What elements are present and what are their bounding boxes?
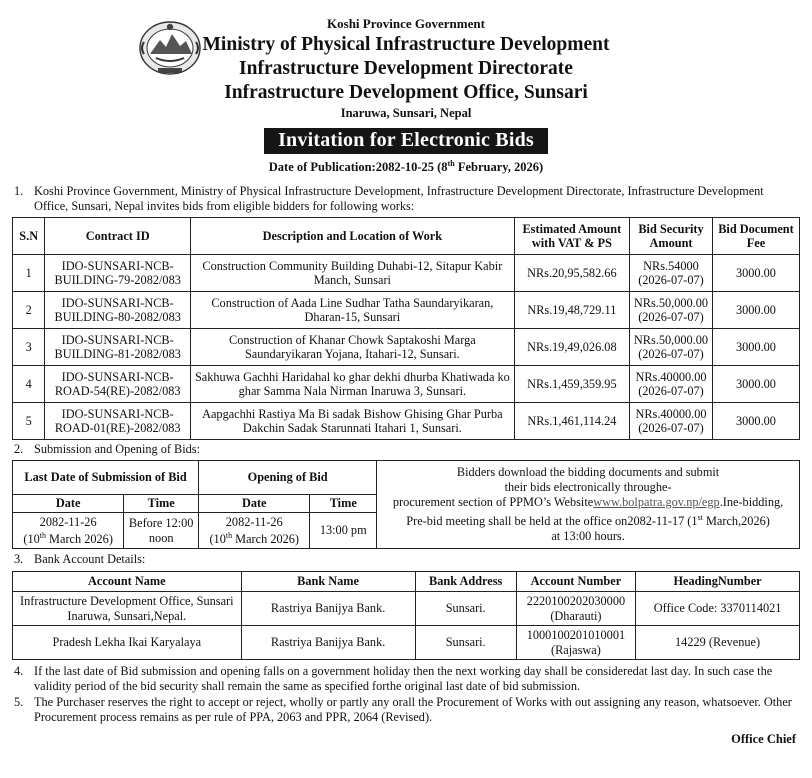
- cell-fee: 3000.00: [712, 292, 799, 329]
- cell-amount: NRs.1,461,114.24: [514, 403, 629, 440]
- cell-fee: 3000.00: [712, 329, 799, 366]
- cell-contract-id: IDO-SUNSARI-NCB-BUILDING-80-2082/083: [45, 292, 191, 329]
- cell-fee: 3000.00: [712, 366, 799, 403]
- office-address: Inaruwa, Sunsari, Nepal: [340, 106, 472, 120]
- cell-amount: NRs.19,48,729.11: [514, 292, 629, 329]
- cell-description: Sakhuwa Gachhi Haridahal ko ghar dekhi dhurba Khatiwada ko ghar Samma Nala Nirman Inaruwa 3, Sunsari.: [191, 366, 515, 403]
- last-date-header: Last Date of Submission of Bid: [13, 461, 199, 495]
- cell-description: Construction of Aada Line Sudhar Tatha Saundaryikaran, Dharan-15, Sunsari: [191, 292, 515, 329]
- col-estimated-amount: Estimated Amount with VAT & PS: [514, 218, 629, 255]
- col-bank-name: Bank Name: [241, 572, 415, 592]
- cell-security: NRs.40000.00 (2026-07-07): [630, 366, 713, 403]
- paragraph-1: 1. Koshi Province Government, Ministry of Physical Infrastructure Development, Infrastructure Development Directorate, Infrastructure Development Office, Sunsari, Nepal invites bids from eligible bidders for following works:: [14, 184, 764, 214]
- table-row: [13, 592, 800, 626]
- paragraph-5: 5. The Purchaser reserves the right to accept or reject, wholly or partly any orall the Procurement of Works with out assigning any reason, whatsoever. Other Procurement process remains as per rule of PPA, 2063 and PPR, 2064 (Revised).: [14, 695, 792, 725]
- table-row: [13, 255, 800, 292]
- cell-bank-name: Rastriya Banijya Bank.: [241, 592, 415, 626]
- cell-sn: 1: [13, 255, 45, 292]
- cell-security: NRs.50,000.00 (2026-07-07): [630, 329, 713, 366]
- government-name: Koshi Province Government: [327, 16, 485, 31]
- cell-account-number: 2220100202030000 (Dharauti): [516, 592, 635, 626]
- cell-fee: 3000.00: [712, 255, 799, 292]
- cell-sn: 4: [13, 366, 45, 403]
- col-bank-address: Bank Address: [415, 572, 516, 592]
- cell-amount: NRs.19,49,026.08: [514, 329, 629, 366]
- cell-account-name: Infrastructure Development Office, Sunsari Inaruwa, Sunsari,Nepal.: [13, 592, 242, 626]
- signature-office-chief: Office Chief: [731, 732, 796, 747]
- notice-title-banner: Invitation for Electronic Bids: [264, 128, 548, 154]
- last-time-value: Before 12:00 noon: [124, 513, 199, 549]
- last-date-col-label: Date: [13, 495, 124, 513]
- works-header-row: [13, 218, 800, 255]
- cell-description: Aapgachhi Rastiya Ma Bi sadak Bishow Ghising Ghar Purba Dakchin Sadak Starunnati Itahari 1, Sunsari.: [191, 403, 515, 440]
- notice-header: [12, 0, 800, 122]
- table-row: [13, 403, 800, 440]
- last-date-value: 2082-11-26 (10th March 2026): [13, 513, 124, 549]
- col-account-number: Account Number: [516, 572, 635, 592]
- open-time-col-label: Time: [310, 495, 377, 513]
- bank-table: [12, 571, 800, 660]
- publication-date: Date of Publication:2082-10-25 (8th February, 2026): [268, 159, 544, 175]
- cell-security: NRs.54000 (2026-07-07): [630, 255, 713, 292]
- cell-description: Construction of Khanar Chowk Saptakoshi Marga Saundaryikaran Yojana, Itahari-12, Sunsari.: [191, 329, 515, 366]
- cell-contract-id: IDO-SUNSARI-NCB-BUILDING-79-2082/083: [45, 255, 191, 292]
- col-description: Description and Location of Work: [191, 218, 515, 255]
- cell-bank-name: Rastriya Banijya Bank.: [241, 626, 415, 660]
- col-heading-number: HeadingNumber: [636, 572, 800, 592]
- col-document-fee: Bid Document Fee: [712, 218, 799, 255]
- ministry-name: Ministry of Physical Infrastructure Development: [202, 34, 610, 55]
- cell-sn: 3: [13, 329, 45, 366]
- works-table: [12, 217, 800, 440]
- open-time-value: 13:00 pm: [310, 513, 377, 549]
- cell-bank-address: Sunsari.: [415, 592, 516, 626]
- cell-contract-id: IDO-SUNSARI-NCB-ROAD-01(RE)-2082/083: [45, 403, 191, 440]
- cell-security: NRs.40000.00 (2026-07-07): [630, 403, 713, 440]
- directorate-name: Infrastructure Development Directorate: [239, 58, 573, 79]
- cell-account-number: 1000100201010001 (Rajaswa): [516, 626, 635, 660]
- cell-amount: NRs.1,459,359.95: [514, 366, 629, 403]
- col-account-name: Account Name: [13, 572, 242, 592]
- table-row: [13, 292, 800, 329]
- submission-note: Bidders download the bidding documents and submit their bids electronically throughe- procurement section of PPMO’s Websitewww.bolpatra.gov.np/egp.Ine-bidding, Pre-bid meeting shall be held at the office on2082-11-17 (1st March,2026) at 13:00 hours.: [377, 461, 800, 549]
- open-date-value: 2082-11-26 (10th March 2026): [199, 513, 310, 549]
- paragraph-2: 2. Submission and Opening of Bids:: [14, 442, 201, 457]
- office-name: Infrastructure Development Office, Sunsari: [224, 82, 588, 103]
- paragraph-3: 3. Bank Account Details:: [14, 552, 146, 567]
- table-row: [13, 366, 800, 403]
- cell-heading-number: 14229 (Revenue): [636, 626, 800, 660]
- cell-security: NRs.50,000.00 (2026-07-07): [630, 292, 713, 329]
- cell-bank-address: Sunsari.: [415, 626, 516, 660]
- col-sn: S.N: [13, 218, 45, 255]
- opening-header: Opening of Bid: [199, 461, 377, 495]
- bolpatra-link[interactable]: www.bolpatra.gov.np/egp: [593, 495, 720, 510]
- cell-account-name: Pradesh Lekha Ikai Karyalaya: [13, 626, 242, 660]
- bank-header-row: [13, 572, 800, 592]
- table-row: [13, 329, 800, 366]
- cell-contract-id: IDO-SUNSARI-NCB-ROAD-54(RE)-2082/083: [45, 366, 191, 403]
- col-bid-security: Bid Security Amount: [630, 218, 713, 255]
- open-date-col-label: Date: [199, 495, 310, 513]
- cell-description: Construction Community Building Duhabi-12, Sitapur Kabir Manch, Sunsari: [191, 255, 515, 292]
- col-contract-id: Contract ID: [45, 218, 191, 255]
- paragraph-4: 4. If the last date of Bid submission and opening falls on a government holiday then the next working day shall be consideredat last day. In such case the validity period of the bid security shall remain the same as specified forthe original last date of bid submission.: [14, 664, 773, 694]
- cell-amount: NRs.20,95,582.66: [514, 255, 629, 292]
- last-time-col-label: Time: [124, 495, 199, 513]
- table-row: [13, 626, 800, 660]
- cell-fee: 3000.00: [712, 403, 799, 440]
- submission-table: [12, 460, 800, 549]
- cell-contract-id: IDO-SUNSARI-NCB-BUILDING-81-2082/083: [45, 329, 191, 366]
- cell-heading-number: Office Code: 3370114021: [636, 592, 800, 626]
- cell-sn: 5: [13, 403, 45, 440]
- cell-sn: 2: [13, 292, 45, 329]
